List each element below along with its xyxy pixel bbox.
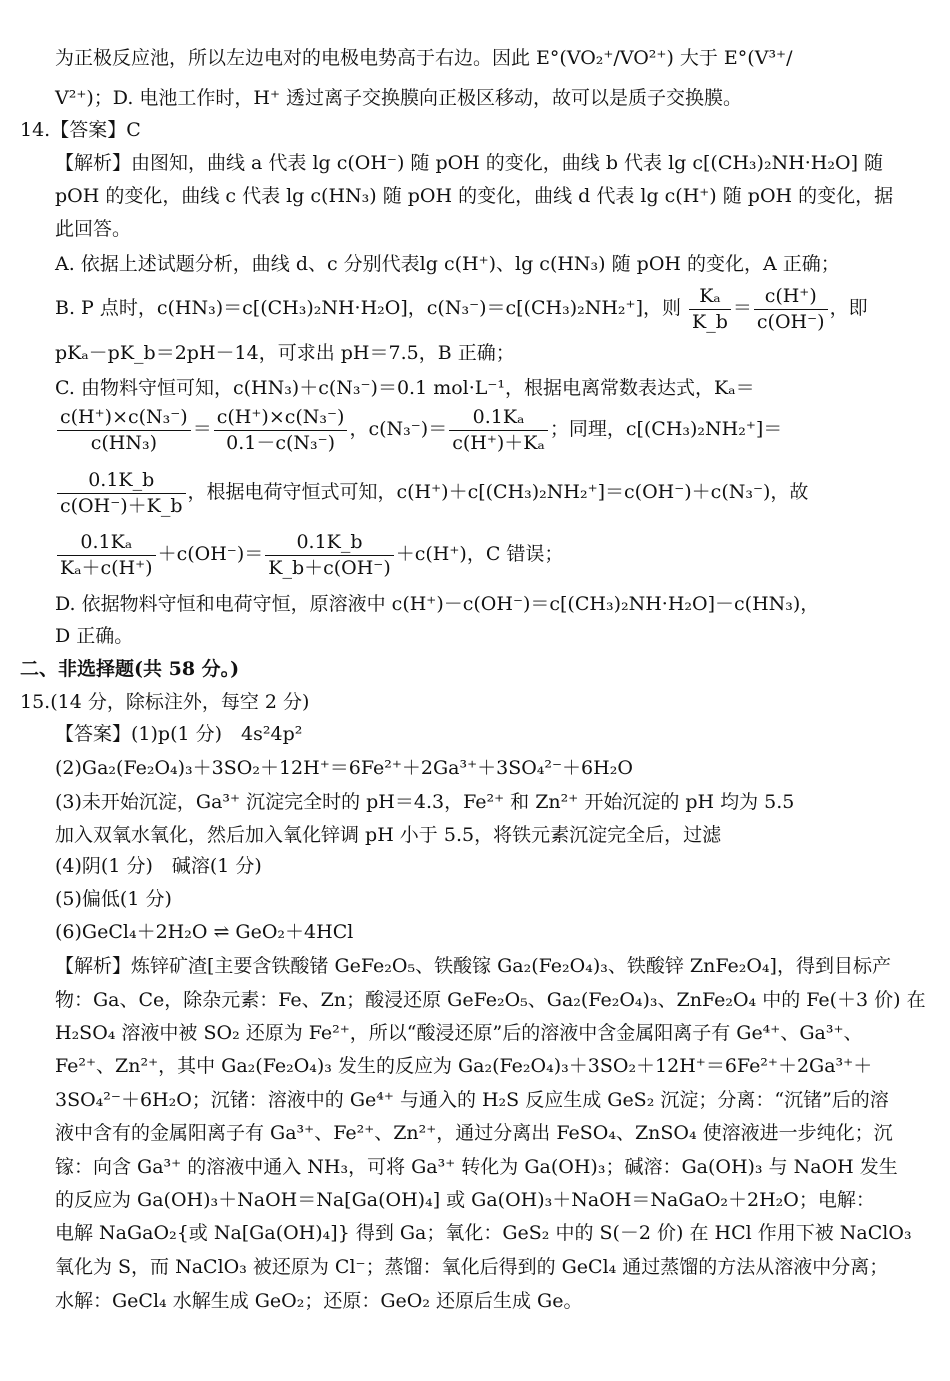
option-c: C. 由物料守恒可知，c(HN₃)＋c(N₃⁻)＝0.1 mol·L⁻¹，根据电离常数表达式，Kₐ＝ <box>55 377 755 399</box>
n3-label: ，c(N₃⁻)＝ <box>349 418 448 441</box>
answer-2: (2)Ga₂(Fe₂O₄)₃＋3SO₂＋12H⁺＝6Fe²⁺＋2Ga³⁺＋3SO₄²⁻＋6H₂O <box>55 757 633 779</box>
fraction-denominator: c(H⁺)＋Kₐ <box>452 431 545 454</box>
analysis-line: Fe²⁺、Zn²⁺，其中 Ga₂(Fe₂O₄)₃ 发生的反应为 Ga₂(Fe₂O₄)₃＋3SO₂＋12H⁺＝6Fe²⁺＋2Ga³⁺＋ <box>55 1055 873 1077</box>
question-14-answer: 14.【答案】C <box>20 119 141 141</box>
fraction-numerator: 0.1K_b <box>265 530 394 556</box>
answer-3: (3)未开始沉淀，Ga³⁺ 沉淀完全时的 pH＝4.3，Fe²⁺ 和 Zn²⁺ 开始沉淀的 pH 均为 5.5 <box>55 791 795 813</box>
answer-3-cont: 加入双氧水氧化，然后加入氧化锌调 pH 小于 5.5，将铁元素沉淀完全后，过滤 <box>55 824 722 846</box>
analysis-line: 水解：GeCl₄ 水解生成 GeO₂；还原：GeO₂ 还原后生成 Ge。 <box>55 1290 583 1312</box>
text-segment: ；同理，c[(CH₃)₂NH₂⁺]＝ <box>549 418 783 441</box>
fraction-5 <box>57 530 156 580</box>
text-line: 此回答。 <box>55 218 132 240</box>
equation-line <box>55 530 563 580</box>
fraction-denominator: Kₐ＋c(H⁺) <box>60 556 153 579</box>
text-line: pOH 的变化，曲线 c 代表 lg c(HN₃) 随 pOH 的变化，曲线 d 代表 lg c(H⁺) 随 pOH 的变化，据 <box>55 185 894 207</box>
option-b-text: B. P 点时，c(HN₃)＝c[(CH₃)₂NH·H₂O]，c(N₃⁻)＝c[(CH₃)₂NH₂⁺]，则 <box>55 297 681 320</box>
fraction-numerator: Kₐ <box>689 284 731 310</box>
text-segment: ＋c(OH⁻)＝ <box>157 543 264 566</box>
analysis-line: 电解 NaGaO₂{或 Na[Ga(OH)₄]} 得到 Ga；氧化：GeS₂ 中的 S(－2 价) 在 HCl 作用下被 NaClO₃ <box>55 1222 912 1244</box>
option-b <box>55 284 868 334</box>
fraction-denominator: K_b＋c(OH⁻) <box>268 556 391 579</box>
answer-4: (4)阴(1 分) 碱溶(1 分) <box>55 855 262 877</box>
analysis-line: 的反应为 Ga(OH)₃＋NaOH＝Na[Ga(OH)₄] 或 Ga(OH)₃＋NaOH＝NaGaO₂＋2H₂O；电解： <box>55 1189 875 1211</box>
equals-sign: ＝ <box>192 418 212 441</box>
analysis-line: 氧化为 S，而 NaClO₃ 被还原为 Cl⁻；蒸馏：氧化后得到的 GeCl₄ 通过蒸馏的方法从溶液中分离； <box>55 1256 889 1278</box>
text-segment: ＋c(H⁺)，C 错误； <box>395 543 564 566</box>
charge-balance-line <box>55 468 808 518</box>
option-a: A. 依据上述试题分析，曲线 d、c 分别代表lg c(H⁺)、lg c(HN₃) 随 pOH 的变化，A 正确； <box>55 253 840 275</box>
text-line: pKₐ－pK_b＝2pH－14，可求出 pH＝7.5，B 正确； <box>55 342 515 364</box>
ka-fraction-2 <box>214 405 348 455</box>
analysis-line: H₂SO₄ 溶液中被 SO₂ 还原为 Fe²⁺，所以“酸浸还原”后的溶液中含金属阳离子有 Ge⁴⁺、Ga³⁺、 <box>55 1022 863 1044</box>
fraction-numerator: 0.1K_b <box>57 468 186 494</box>
fraction-denominator: c(OH⁻) <box>756 310 825 333</box>
question-15-header: 15.(14 分，除标注外，每空 2 分) <box>20 691 310 713</box>
text-line: D 正确。 <box>55 625 134 647</box>
analysis-line: 【解析】炼锌矿渣[主要含铁酸锗 GeFe₂O₅、铁酸镓 Ga₂(Fe₂O₄)₃、铁酸锌 ZnFe₂O₄]，得到目标产 <box>55 955 891 977</box>
equals-sign: ＝ <box>732 297 752 320</box>
ka-kb-fraction <box>689 284 731 334</box>
fraction-numerator: 0.1Kₐ <box>57 530 156 556</box>
fraction-numerator: c(H⁺)×c(N₃⁻) <box>57 405 191 431</box>
text-line: V²⁺)；D. 电池工作时，H⁺ 透过离子交换膜向正极区移动，故可以是质子交换膜。 <box>55 87 743 109</box>
text-segment: ，根据电荷守恒式可知，c(H⁺)＋c[(CH₃)₂NH₂⁺]＝c(OH⁻)＋c(N₃⁻)，故 <box>187 481 809 504</box>
fraction-denominator: K_b <box>692 310 728 333</box>
text-line: 【解析】由图知，曲线 a 代表 lg c(OH⁻) 随 pOH 的变化，曲线 b 代表 lg c[(CH₃)₂NH·H₂O] 随 <box>55 152 884 174</box>
n3-fraction <box>449 405 548 455</box>
fraction-denominator: c(OH⁻)＋K_b <box>60 494 183 517</box>
fraction-denominator: c(HN₃) <box>90 431 157 454</box>
h-oh-fraction <box>754 284 828 334</box>
analysis-line: 镓：向含 Ga³⁺ 的溶液中通入 NH₃，可将 Ga³⁺ 转化为 Ga(OH)₃；碱溶：Ga(OH)₃ 与 NaOH 发生 <box>55 1156 898 1178</box>
answer-6: (6)GeCl₄＋2H₂O ⇌ GeO₂＋4HCl <box>55 921 354 943</box>
analysis-line: 物：Ga、Ce，除杂元素：Fe、Zn；酸浸还原 GeFe₂O₅、Ga₂(Fe₂O₄)₃、ZnFe₂O₄ 中的 Fe(＋3 价) 在 <box>55 989 926 1011</box>
nh-fraction <box>57 468 186 518</box>
option-d: D. 依据物料守恒和电荷守恒，原溶液中 c(H⁺)－c(OH⁻)＝c[(CH₃)₂NH·H₂O]－c(HN₃)， <box>55 593 820 615</box>
answer-5: (5)偏低(1 分) <box>55 888 172 910</box>
section-heading: 二、非选择题(共 58 分。) <box>20 658 240 680</box>
analysis-line: 液中含有的金属阳离子有 Ga³⁺、Fe²⁺、Zn²⁺，通过分离出 FeSO₄、ZnSO₄ 使溶液进一步纯化；沉 <box>55 1122 893 1144</box>
fraction-numerator: 0.1Kₐ <box>449 405 548 431</box>
fraction-denominator: 0.1－c(N₃⁻) <box>226 431 336 454</box>
option-b-tail: ，即 <box>829 297 868 320</box>
ka-expression <box>55 405 782 455</box>
analysis-line: 3SO₄²⁻＋6H₂O；沉锗：溶液中的 Ge⁴⁺ 与通入的 H₂S 反应生成 GeS₂ 沉淀；分离：“沉锗”后的溶 <box>55 1089 889 1111</box>
fraction-numerator: c(H⁺) <box>754 284 828 310</box>
ka-fraction-1 <box>57 405 191 455</box>
text-line: 为正极反应池，所以左边电对的电极电势高于右边。因此 E°(VO₂⁺/VO²⁺) 大于 E°(V³⁺/ <box>55 47 793 69</box>
fraction-numerator: c(H⁺)×c(N₃⁻) <box>214 405 348 431</box>
answer-1: 【答案】(1)p(1 分) 4s²4p² <box>55 723 303 745</box>
fraction-6 <box>265 530 394 580</box>
